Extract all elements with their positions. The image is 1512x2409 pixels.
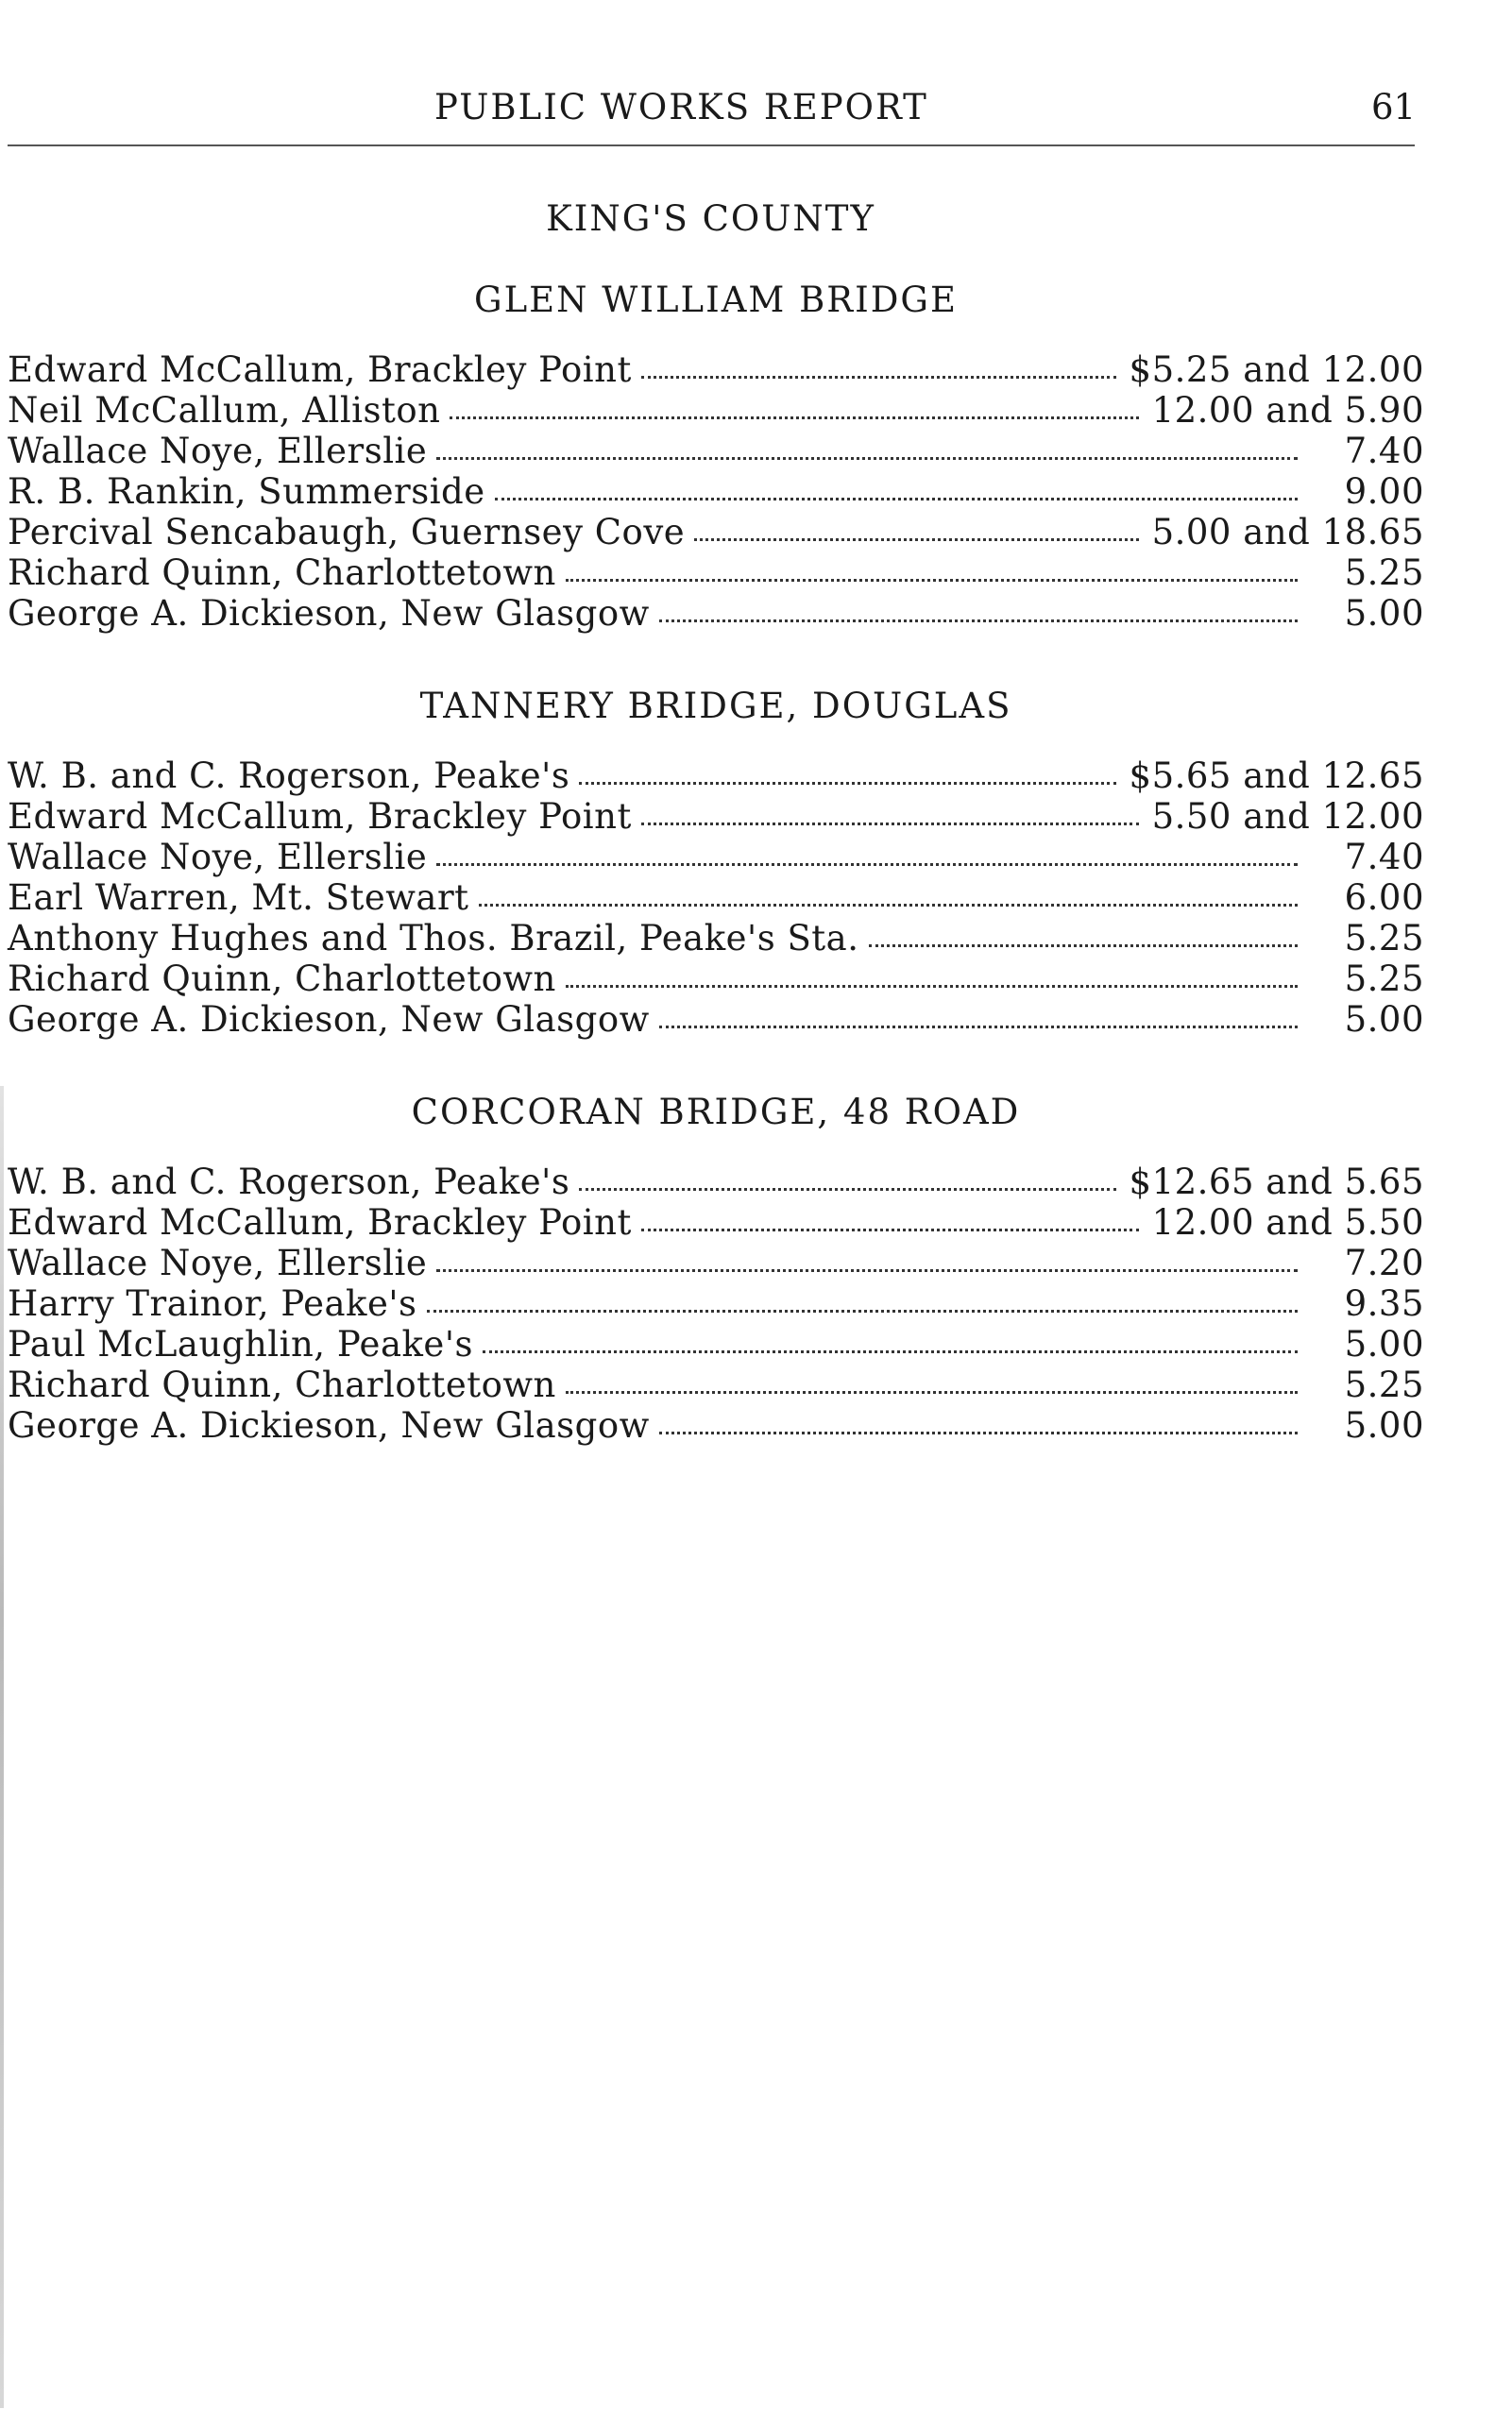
dot-leader: [641, 376, 1116, 379]
list-item: [8, 877, 1424, 918]
payee-name: Wallace Noye, Ellerslie: [8, 1243, 428, 1283]
section-glen-william-bridge: [8, 272, 1424, 634]
dot-leader: [495, 498, 1298, 500]
list-item: [8, 999, 1424, 1040]
amount: 5.25: [1344, 959, 1424, 999]
dot-leader: [641, 1229, 1139, 1231]
amount: 5.25: [1344, 552, 1424, 593]
payee-name: R. B. Rankin, Summerside: [8, 471, 485, 512]
payee-name: Edward McCallum, Brackley Point: [8, 1202, 632, 1243]
list-item: [8, 349, 1424, 390]
amount: 6.00: [1344, 877, 1424, 918]
dot-leader: [659, 1026, 1298, 1028]
dot-leader: [659, 619, 1298, 622]
amount: $5.65 and 12.65: [1129, 755, 1424, 796]
list-item: [8, 471, 1424, 512]
payee-name: Harry Trainor, Peake's: [8, 1283, 417, 1324]
amount: 5.00 and 18.65: [1151, 512, 1424, 552]
list-item: [8, 1243, 1424, 1283]
payee-name: Wallace Noye, Ellerslie: [8, 837, 428, 877]
amount: 5.00: [1344, 593, 1424, 634]
amount: 12.00 and 5.90: [1151, 390, 1424, 431]
section-corcoran-bridge: [8, 1084, 1424, 1446]
dot-leader: [427, 1310, 1298, 1313]
payee-name: Percival Sencabaugh, Guernsey Cove: [8, 512, 686, 552]
payee-name: Anthony Hughes and Thos. Brazil, Peake's Sta.: [8, 918, 859, 959]
amount: 5.00: [1344, 1405, 1424, 1446]
amount: 5.00: [1344, 1324, 1424, 1365]
dot-leader: [694, 538, 1138, 541]
section-title: TANNERY BRIDGE, DOUGLAS: [419, 686, 1012, 726]
section-title: GLEN WILLIAM BRIDGE: [474, 280, 958, 320]
dot-leader: [641, 823, 1139, 825]
list-item: [8, 552, 1424, 593]
dot-leader: [436, 457, 1298, 460]
amount: 7.20: [1344, 1243, 1424, 1283]
payee-name: George A. Dickieson, New Glasgow: [8, 1405, 650, 1446]
list-item: [8, 796, 1424, 837]
dot-leader: [566, 985, 1298, 988]
list-item: [8, 1324, 1424, 1365]
dot-leader: [566, 579, 1298, 582]
running-header: [0, 87, 1512, 134]
list-item: [8, 837, 1424, 877]
dot-leader: [450, 416, 1138, 419]
payee-name: Edward McCallum, Brackley Point: [8, 349, 632, 390]
dot-leader: [566, 1391, 1298, 1394]
payee-name: Wallace Noye, Ellerslie: [8, 431, 428, 471]
list-item: [8, 959, 1424, 999]
running-title: PUBLIC WORKS REPORT: [434, 87, 928, 127]
amount: 9.35: [1344, 1283, 1424, 1324]
amount: $5.25 and 12.00: [1129, 349, 1424, 390]
amount: 5.25: [1344, 918, 1424, 959]
payee-name: George A. Dickieson, New Glasgow: [8, 999, 650, 1040]
amount: 7.40: [1344, 431, 1424, 471]
header-rule: [8, 144, 1415, 146]
list-item: [8, 1162, 1424, 1202]
dot-leader: [479, 904, 1298, 907]
amount: 12.00 and 5.50: [1151, 1202, 1424, 1243]
amount: 7.40: [1344, 837, 1424, 877]
payee-name: W. B. and C. Rogerson, Peake's: [8, 1162, 570, 1202]
payee-name: Paul McLaughlin, Peake's: [8, 1324, 473, 1365]
dot-leader: [579, 1188, 1115, 1191]
list-item: [8, 512, 1424, 552]
payee-name: Richard Quinn, Charlottetown: [8, 959, 556, 999]
dot-leader: [869, 944, 1299, 947]
amount: 5.00: [1344, 999, 1424, 1040]
list-item: [8, 1365, 1424, 1405]
dot-leader: [659, 1432, 1298, 1434]
list-item: [8, 1202, 1424, 1243]
list-item: [8, 755, 1424, 796]
payee-name: George A. Dickieson, New Glasgow: [8, 593, 650, 634]
list-item: [8, 1405, 1424, 1446]
section-title: CORCORAN BRIDGE, 48 ROAD: [411, 1092, 1021, 1132]
dot-leader: [436, 863, 1298, 866]
payee-name: Earl Warren, Mt. Stewart: [8, 877, 469, 918]
section-tannery-bridge: [8, 678, 1424, 1040]
dot-leader: [579, 782, 1115, 785]
payee-name: Richard Quinn, Charlottetown: [8, 552, 556, 593]
list-item: [8, 593, 1424, 634]
payee-name: W. B. and C. Rogerson, Peake's: [8, 755, 570, 796]
amount: 9.00: [1344, 471, 1424, 512]
payee-name: Richard Quinn, Charlottetown: [8, 1365, 556, 1405]
page-edge-shadow: [0, 1086, 4, 2408]
list-item: [8, 918, 1424, 959]
amount: 5.25: [1344, 1365, 1424, 1405]
dot-leader: [436, 1269, 1298, 1272]
amount: 5.50 and 12.00: [1151, 796, 1424, 837]
page-number: 61: [1371, 87, 1417, 127]
list-item: [8, 1283, 1424, 1324]
payee-name: Edward McCallum, Brackley Point: [8, 796, 632, 837]
county-heading: KING'S COUNTY: [546, 198, 875, 239]
payee-name: Neil McCallum, Alliston: [8, 390, 441, 431]
list-item: [8, 390, 1424, 431]
amount: $12.65 and 5.65: [1129, 1162, 1424, 1202]
list-item: [8, 431, 1424, 471]
dot-leader: [483, 1350, 1298, 1353]
